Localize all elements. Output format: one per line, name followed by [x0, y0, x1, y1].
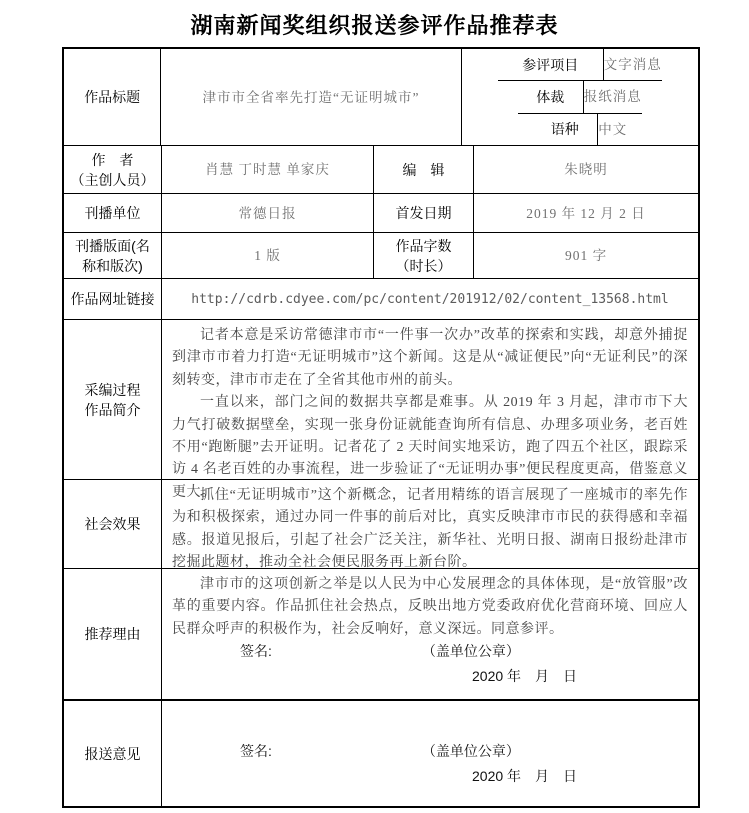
field-value-genre: 报纸消息 — [583, 89, 642, 105]
process-intro-label-line2: 作品简介 — [84, 401, 141, 418]
seal-label: （盖单位公章） — [421, 643, 520, 660]
right-subtable — [462, 49, 699, 145]
table-row-recommend-reason — [64, 569, 698, 701]
process-intro-label-line1: 采编过程 — [84, 381, 141, 398]
field-label-process-intro — [64, 320, 162, 479]
recommendation-form-table — [62, 47, 700, 808]
field-value-first-date: 2019 年 12 月 2 日 — [526, 205, 646, 221]
subrow-genre — [518, 81, 642, 113]
table-row-process-intro — [64, 320, 698, 500]
field-value-editor: 朱晓明 — [564, 162, 608, 177]
signature-date: 2020 年 月 日 — [472, 768, 578, 784]
field-value-social-effect — [162, 480, 698, 571]
table-row-url — [64, 279, 698, 320]
author-label-line1: 作 者 — [91, 151, 134, 168]
field-value-process-intro — [162, 320, 698, 500]
field-label-url: 作品网址链接 — [64, 279, 162, 319]
field-label-submit-opinion: 报送意见 — [64, 701, 162, 806]
signature-line — [172, 641, 688, 661]
field-value-publish-unit: 常德日报 — [162, 194, 374, 232]
field-value-work-title: 津市市全省率先打造“无证明城市” — [161, 49, 461, 145]
signature-label: 签名: — [240, 643, 272, 660]
social-effect-paragraph: 抓住“无证明城市”这个新概念，记者用精练的语言展现了一座城市的率先作为和积极探索，通过办同一件事的前后对比，真实反映津市市民的获得感和幸福感。报道见报后，引起了社会广泛关注，新华社、光明日报、湖南日报纷赴津市挖掘此题材，推动全社会便民服务再上新台阶。 — [172, 488, 688, 571]
table-row-unit-date — [64, 194, 698, 233]
subrow-language — [532, 114, 627, 145]
field-label-social-effect: 社会效果 — [64, 480, 162, 568]
field-value-word-count: 901 字 — [564, 248, 608, 263]
field-label-entry-item: 参评项目 — [498, 49, 604, 80]
process-intro-paragraph-2: 一直以来，部门之间的数据共享都是难事。从 2019 年 3 月起，津市市下大力气打破数据壁垒，实现一张身份证就能查询所有信息、办理多项业务，老百姓不用“跑断腿”去开证明。记者花了 2 天时间实地采访，跑了四五个社区，跟踪采访 4 名老百姓的办事流程，进一步验证了“无证明办事”便民程度更高，借鉴意义更大。 — [172, 395, 688, 500]
process-intro-paragraph-1: 记者本意是采访常德津市市“一件事一次办”改革的探索和实践，却意外捕捉到津市市着力打造“无证明城市”这个新闻。这是从“减证便民”向“无证利民”的深刻转变，津市市走在了全省其他市州的前头。 — [172, 328, 688, 388]
field-label-editor: 编 辑 — [374, 146, 474, 193]
page-layout-label-line1: 刊播版面(名 — [75, 237, 150, 254]
field-label-genre: 体裁 — [518, 81, 584, 112]
table-row-layout-wordcount — [64, 233, 698, 279]
signature-date: 2020 年 月 日 — [472, 668, 578, 685]
seal-label: （盖单位公章） — [421, 743, 520, 759]
word-count-label-line2: （时长） — [395, 257, 452, 274]
table-row-work-title — [64, 49, 698, 146]
recommend-reason-paragraph: 津市市的这项创新之举是以人民为中心发展理念的具体体现，是“放管服”改革的重要内容。作品抓住社会热点，反映出地方党委政府优化营商环境、回应人民群众呼声的积极作为，社会反响好，意义深远。同意参评。 — [172, 577, 688, 637]
field-value-page-layout: 1 版 — [162, 233, 374, 278]
field-label-recommend-reason: 推荐理由 — [64, 569, 162, 699]
field-label-publish-unit: 刊播单位 — [64, 194, 162, 232]
field-label-word-count — [374, 233, 474, 278]
signature-label: 签名: — [240, 743, 272, 759]
table-row-social-effect — [64, 480, 698, 569]
field-value-url: http://cdrb.cdyee.com/pc/content/201912/02/content_13568.html — [191, 291, 669, 307]
field-label-page-layout — [64, 233, 162, 278]
page-layout-label-line2: 称和版次) — [82, 257, 143, 274]
signature-line — [172, 741, 688, 761]
word-count-label-line1: 作品字数 — [395, 237, 452, 254]
field-value-language: 中文 — [598, 121, 628, 137]
field-label-author — [64, 146, 162, 193]
field-value-recommend-reason — [162, 569, 698, 699]
field-label-first-date: 首发日期 — [374, 194, 474, 232]
field-label-work-title: 作品标题 — [64, 49, 161, 145]
author-label-line2: （主创人员） — [70, 171, 155, 188]
page-title: 湖南新闻奖组织报送参评作品推荐表 — [190, 13, 559, 38]
submit-opinion-signature-block — [172, 741, 688, 786]
table-row-author-editor — [64, 146, 698, 194]
field-label-language: 语种 — [532, 114, 598, 145]
field-value-submit-opinion — [162, 701, 698, 806]
table-row-submit-opinion — [64, 701, 698, 806]
recommend-reason-signature-block — [172, 641, 688, 686]
field-value-author: 肖慧 丁时慧 单家庆 — [162, 146, 374, 193]
subrow-entry-item — [498, 49, 662, 81]
field-value-entry-item: 文字消息 — [603, 57, 662, 73]
